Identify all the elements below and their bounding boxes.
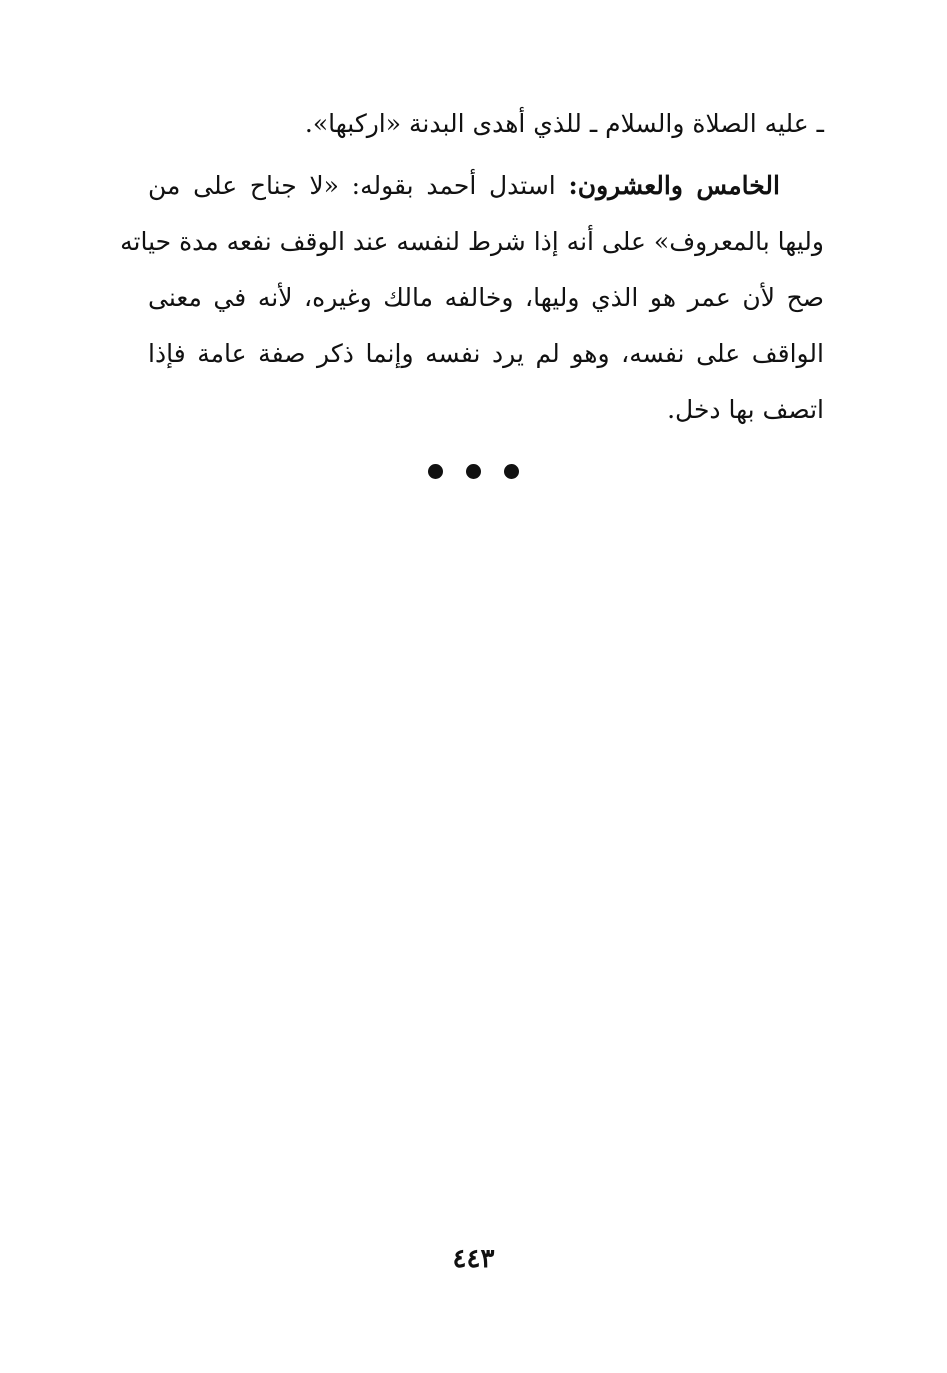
separator-dot <box>504 464 519 479</box>
text-line <box>148 158 824 214</box>
body-text <box>120 96 824 438</box>
paragraph-1 <box>148 96 824 152</box>
text-line: اتصف بها دخل. <box>667 395 824 424</box>
text-line: ـ عليه الصلاة والسلام ـ للذي أهدى البدنة «اركبها». <box>304 109 824 138</box>
text-span: استدل أحمد بقوله: «لا جناح على من <box>148 171 556 200</box>
section-separator <box>0 464 947 483</box>
text-line: وليها بالمعروف» على أنه إذا شرط لنفسه عند الوقف نفعه مدة حياته <box>120 227 824 256</box>
separator-dot <box>466 464 481 479</box>
section-heading: الخامس والعشرون: <box>568 171 780 200</box>
separator-dot <box>428 464 443 479</box>
paragraph-2 <box>120 158 824 438</box>
page-number: ٤٤٣ <box>452 1244 495 1274</box>
text-line: صح لأن عمر هو الذي وليها، وخالفه مالك وغيره، لأنه في معنى <box>148 283 824 312</box>
text-line: الواقف على نفسه، وهو لم يرد نفسه وإنما ذكر صفة عامة فإذا <box>148 339 824 368</box>
